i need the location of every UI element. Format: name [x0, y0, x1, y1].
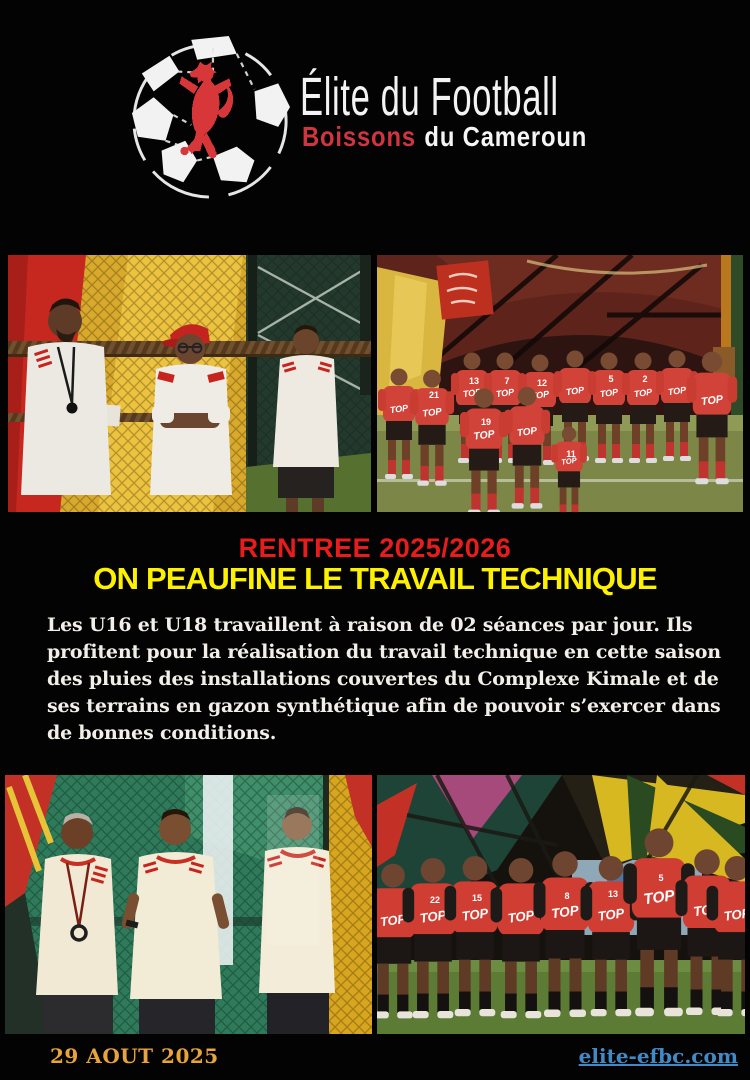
- svg-text:19: 19: [480, 417, 492, 427]
- logo-subtitle-rest: du Cameroun: [424, 121, 588, 152]
- photo-coaches-training-top: [8, 255, 371, 512]
- article-line: Les U16 et U18 travaillent à raison de 02 séances par jour. Ils: [47, 614, 693, 636]
- logo-title: Élite du Football: [300, 67, 559, 127]
- svg-text:7: 7: [504, 376, 510, 386]
- svg-text:21: 21: [428, 390, 440, 400]
- article-line: des pluies des installations couvertes du Complexe Kimale et de: [47, 668, 719, 690]
- team-bottom-illustration: [377, 775, 745, 1034]
- lion-icon: [179, 62, 233, 159]
- article-line: de bonnes conditions.: [47, 722, 277, 744]
- headline-season-text: RENTREE 2025/2026: [238, 533, 512, 563]
- logo-subtitle: [302, 121, 587, 153]
- photo-coaches-bottom: [5, 775, 372, 1034]
- photo-team-line-bottom: [377, 775, 745, 1034]
- svg-text:13: 13: [468, 376, 480, 386]
- footer-date: 29 AOUT 2025: [50, 1044, 219, 1068]
- coaches-top-illustration: [8, 255, 371, 512]
- svg-text:5: 5: [658, 873, 664, 883]
- svg-text:22: 22: [429, 895, 441, 905]
- logo-brand-word: Boissons: [302, 121, 416, 152]
- svg-text:13: 13: [607, 889, 619, 899]
- team-top-illustration: [377, 255, 743, 512]
- article-line: profitent pour la réalisation du travail technique en cette saison: [47, 641, 721, 663]
- soccer-ball-logo-icon: [126, 34, 294, 202]
- article-line: ses terrains en gazon synthétique afin de pouvoir s’exercer dans: [47, 695, 721, 717]
- headline-main: [0, 561, 750, 597]
- article-paragraph: [47, 612, 727, 747]
- svg-text:15: 15: [471, 893, 483, 903]
- headline-main-text: ON PEAUFINE LE TRAVAIL TECHNIQUE: [93, 561, 657, 596]
- headline-season: [0, 533, 750, 564]
- coaches-bottom-illustration: [5, 775, 372, 1034]
- photo-team-group-top: [377, 255, 743, 512]
- svg-text:11: 11: [566, 449, 576, 459]
- svg-text:12: 12: [536, 378, 548, 388]
- svg-text:2: 2: [642, 374, 648, 384]
- svg-text:8: 8: [564, 891, 570, 901]
- svg-text:5: 5: [608, 374, 614, 384]
- footer-website-link[interactable]: elite-efbc.com: [578, 1044, 738, 1068]
